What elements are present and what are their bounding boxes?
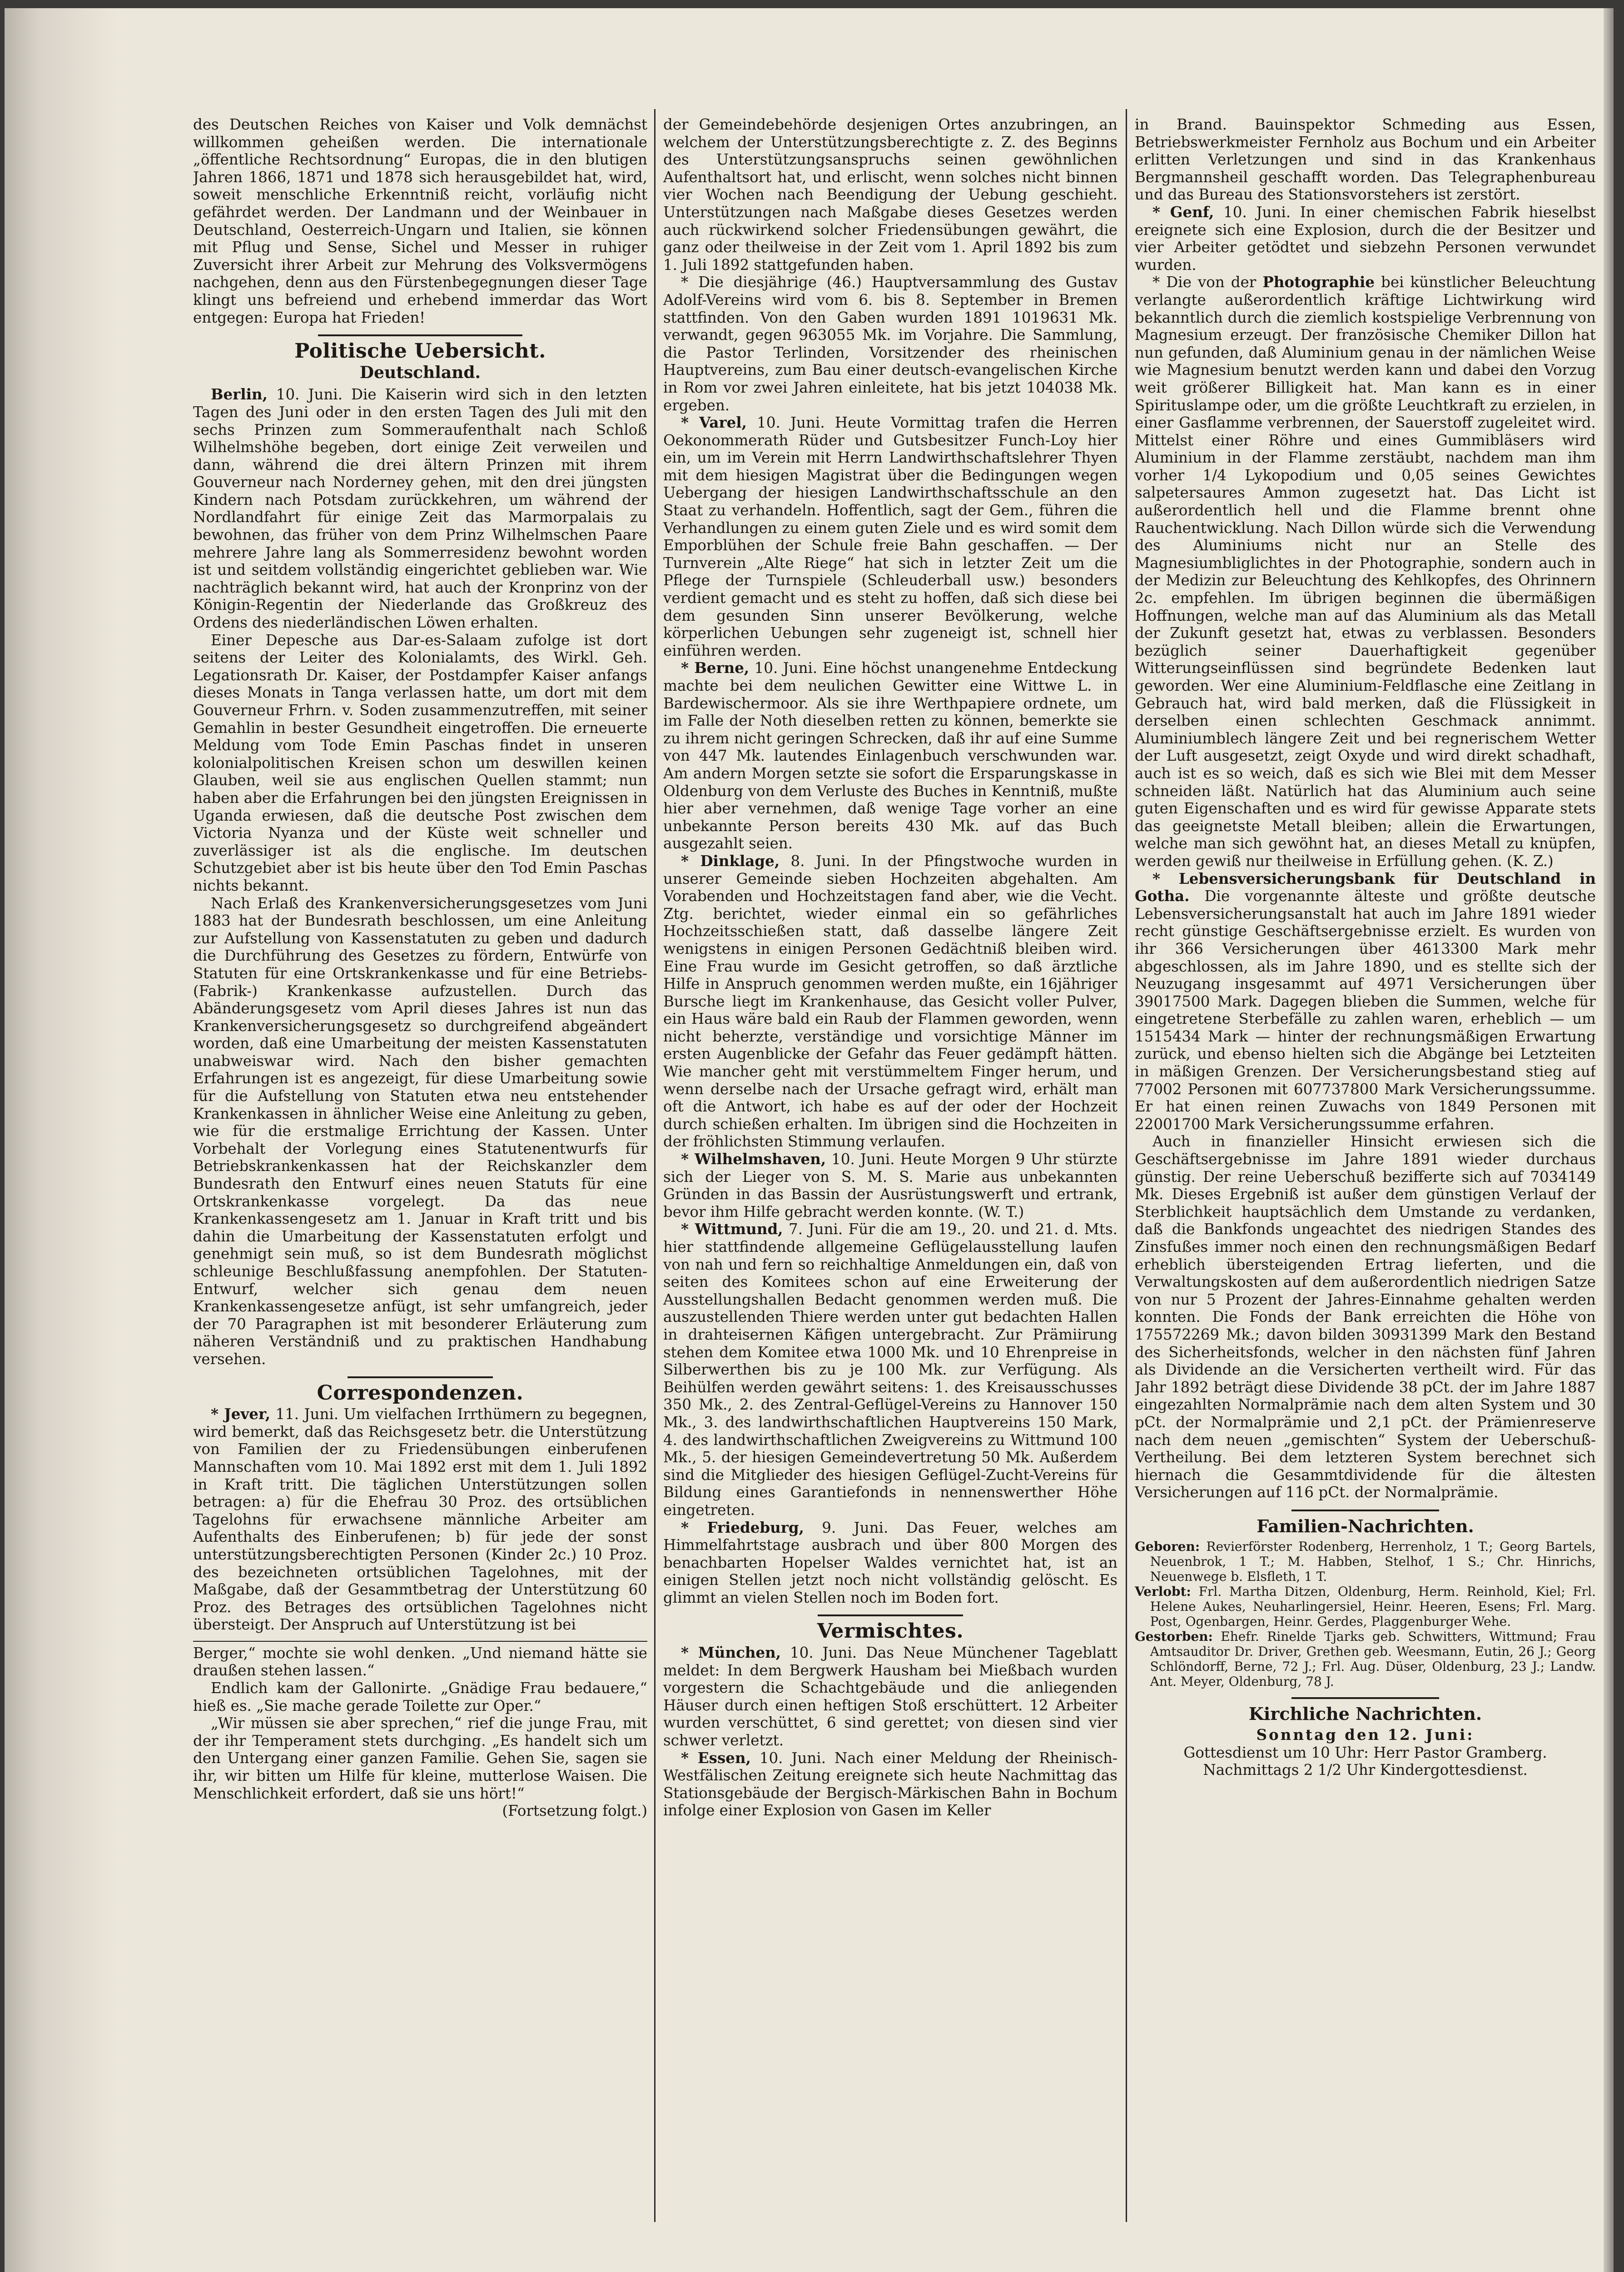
- page-edge: [1604, 8, 1614, 2272]
- family-engaged-label: Verlobt:: [1135, 1584, 1191, 1599]
- column-2: [663, 116, 1117, 2133]
- family-born-text: Revierförster Rodenberg, Herrenholz, 1 T.; Georg Bartels, Neuenbrok, 1 T.; M. Habben, Stelhof, 1 S.; Chr. Hinrichs, Neuenwege b. Elsfleth, 1 T.: [1150, 1539, 1596, 1584]
- church-service: Gottesdienst um 10 Uhr: Herr Pastor Gramberg.: [1183, 1744, 1547, 1761]
- column-separator: [654, 109, 656, 2222]
- family-engaged-text: Frl. Martha Ditzen, Oldenburg, Herm. Reinhold, Kiel; Frl. Helene Aukes, Neuharlingersiel, Heinr. Heeren, Esens; Frl. Marg. Post, Ogenbargen, Heinr. Gerdes, Plaggenburger Wehe.: [1150, 1584, 1596, 1629]
- church-sunday-label: Sonntag den 12. Juni:: [1256, 1726, 1475, 1744]
- keyword-photographie: Photographie: [1262, 273, 1375, 291]
- feuilleton-paragraph: „Wir müssen sie aber sprechen,“ rief die junge Frau, mit der ihr Temperament stets durchging. „Es handelt sich um den Untergang einer ganzen Familie. Gehen Sie, sagen sie ihr, wir bitten um Hilfe für kleine, mutterlose Waisen. Die Menschlichkeit erfordert, daß sie uns hört!“: [193, 1714, 647, 1802]
- section-heading-correspondence: Correspondenzen.: [317, 1381, 524, 1405]
- section-heading-church: Kirchliche Nachrichten.: [1248, 1703, 1482, 1724]
- article-wittmund: [663, 1221, 1117, 1519]
- dateline-essen: * Essen,: [681, 1749, 751, 1767]
- family-engaged: [1135, 1584, 1596, 1629]
- dateline-genf: * Genf,: [1152, 203, 1214, 221]
- article-text: 8. Juni. In der Pfingstwoche wurden in unserer Gemeinde sieben Hochzeiten abgehalten. Am Vorabenden und Hochzeitstagen fand aber, wie die Vecht. Ztg. berichtet, wieder einmal ein so gefährliches Hochzeitsschießen statt, daß dasselbe längere Zeit wenigstens in einigen Personen Gedächtniß bleiben wird. Eine Frau wurde im Gesicht getroffen, so daß ärztliche Hilfe in Anspruch genommen werden mußte, ein 16jähriger Bursche liegt im Krankenhause, das Gesicht voller Pulver, ein Haus wäre bald ein Raub der Flammen geworden, wenn nicht beherzte, verständige und vorsichtige Männer im ersten Augenblicke der Gefahr das Feuer gedämpft hätten. Wie mancher geht mit verstümmeltem Finger herum, und wenn derselbe nach der Ursache gefragt wird, erhält man oft die Antwort, ich habe es auf der oder der Hochzeit durch schießen erhalten. Im übrigen sind die Hochzeiten in der fröhlichsten Stimmung verlaufen.: [663, 852, 1117, 1151]
- dateline-friedeburg: * Friedeburg,: [681, 1518, 804, 1536]
- subheading-germany: Deutschland.: [359, 363, 481, 382]
- section-heading-misc: Vermischtes.: [817, 1619, 964, 1643]
- church-sunday: [1135, 1726, 1596, 1744]
- article-text: 10. Juni. Nach einer Meldung der Rheinisch-Westfälischen Zeitung ereignete sich heute Nachmittag das Stationsgebäude der Bergisch-Märkischen Bahn in Bochum infolge einer Explosion von Gasen im Keller: [663, 1749, 1117, 1819]
- article-continued: in Brand. Bauinspektor Schmeding aus Essen, Betriebswerkmeister Fernholz aus Bochum und ein Arbeiter erlitten Verletzungen und sind in das Krankenhaus Bergmannsheil geschafft worden. Das Telegraphenbureau und das Bureau des Stationsvorstehers ist zerstört.: [1135, 116, 1596, 204]
- dateline-wittmund: * Wittmund,: [681, 1220, 783, 1238]
- family-born-label: Geboren:: [1135, 1539, 1200, 1554]
- family-died-text: Ehefr. Rinelde Tjarks geb. Schwitters, Wittmund; Frau Amtsauditor Dr. Driver, Grethen geb. Weesmann, Eutin, 26 J.; Georg Schlöndorff, Berne, 72 J.; Frl. Aug. Düser, Oldenburg, 23 J.; Landw. Ant. Meyer, Oldenburg, 78 J.: [1150, 1629, 1596, 1689]
- family-died: [1135, 1629, 1596, 1689]
- article-intro: * Die von der: [1152, 274, 1256, 291]
- column-1: [193, 116, 647, 2206]
- article-text: 10. Juni. Die Kaiserin wird sich in den letzten Tagen des Juni oder in den ersten Tagen des Juli mit den sechs Prinzen zum Sommeraufenthalt nach Schloß Wilhelmshöhe begeben, dort einige Zeit verweilen und dann, während die drei ältern Prinzen mit ihrem Gouverneur nach Norderney gehen, mit den drei jüngsten Kindern nach Potsdam zurückkehren, um während der Nordlandfahrt für einige Zeit das Marmorpalais zu bewohnen, das früher von dem Prinz Wilhelmschen Paare mehrere Jahre lang als Sommerresidenz bewohnt worden ist und seitdem vollständig eingerichtet geblieben war. Wie nachträglich bekannt wird, hat auch der Kronprinz von der Königin-Regentin der Niederlande das Großkreuz des Ordens des niederländischen Löwen erhalten.: [193, 386, 647, 632]
- section-rule: [318, 334, 522, 336]
- section-rule: [348, 1376, 493, 1378]
- family-born: [1135, 1539, 1596, 1584]
- dateline-varel: * Varel,: [681, 414, 747, 432]
- dateline-jever: * Jever,: [211, 1405, 271, 1423]
- article-text: bei künstlicher Beleuchtung verlangte außerordentlich kräftige Lichtwirkung wird bekanntlich durch die ziemlich kostspielige Verbrennung von Magnesium erzeugt. Der französische Chemiker Dillon hat nun gefunden, daß Aluminium genau in der nämlichen Weise wie Magnesium benutzt werden kann und dabei den Vorzug weit größerer Billigkeit hat. Man kann es in einer Spirituslampe oder, um die größte Leuchtkraft zu erzielen, in einer Gasflamme verbrennen, der Sauerstoff zugeleitet wird. Mittelst einer Röhre und eines Gummibläsers wird Aluminium in der Flamme zerstäubt, nachdem man ihm vorher 1/4 Lykopodium und 0,05 seines Gewichtes salpetersaures Ammon zugesetzt hat. Das Licht ist außerordentlich hell und die Flamme brennt ohne Rauchentwicklung. Nach Dillon würde sich die Verwendung des Aluminiums nicht nur an Stelle des Magnesiumbliglichtes in der Photographie, sondern auch in der Medizin zur Beleuchtung des Kehlkopfes, des Ohrinnern 2c. empfehlen. Im übrigen beginnen die übermäßigen Hoffnungen, welche man auf das Aluminium als das Metall der Zukunft gesetzt hat, etwas zu verblassen. Besonders bezüglich seiner Dauerhaftigkeit gegenüber Witterungseinflüssen sind begründete Bedenken laut geworden. Wer eine Aluminium-Feldflasche eine Zeitlang in Gebrauch hat, wird bald merken, daß die Flüssigkeit in derselben einen schlechten Geschmack annimmt. Aluminiumblech längere Zeit und bei regnerischem Wetter der Luft ausgesetzt, zeigt Oxyde und wird direkt schadhaft, auch ist es so weich, daß es sich wie Blei mit dem Messer schneiden läßt. Natürlich hat das Aluminium auch seine guten Eigenschaften und es wird für gewisse Apparate stets das geeignetste Metall bleiben; allein die Erwartungen, welche man sich gewöhnt hat, an dieses Metall zu knüpfen, werden gewiß nur theilweise in Erfüllung gehen. (K. Z.): [1135, 274, 1596, 870]
- article-text: 10. Juni. Das Neue Münchener Tageblatt meldet: In dem Bergwerk Hausham bei Mießbach wurden vorgestern die Schachtgebäude und die anliegenden Häuser durch einen heftigen Stoß erschüttert. 12 Arbeiter wurden verschüttet, 6 sind gerettet; von diesen sind vier schwer verletzt.: [663, 1644, 1117, 1749]
- article-essen: [663, 1749, 1117, 1819]
- dateline-berlin: Berlin,: [211, 385, 268, 404]
- section-rule: [1291, 1697, 1439, 1699]
- article-lebensversicherung: [1135, 870, 1596, 1133]
- church-afternoon: Nachmittags 2 1/2 Uhr Kindergottesdienst.: [1203, 1761, 1528, 1779]
- article-text: 11. Juni. Um vielfachen Irrthümern zu begegnen, wird bemerkt, daß das Reichsgesetz betr. die Unterstützung von Familien der zu Friedensübungen einberufenen Mannschaften vom 10. Mai 1892 erst mit dem 1. Juli 1892 in Kraft tritt. Die täglichen Unterstützungen sollen betragen: a) für die Ehefrau 30 Proz. des ortsüblichen Tagelohns für erwachsene männliche Arbeiter am Aufenthalts des Einberufenen; b) für jede der sonst unterstützungsberechtigten Personen (Kinder 2c.) 10 Proz. des bezeichneten ortsüblichen Tagelohnes, mit der Maßgabe, daß der Gesammtbetrag der Unterstützung 60 Proz. des Betrages des ortsüblichen Tagelohnes nicht übersteigt. Der Anspruch auf Unterstützung ist bei: [193, 1405, 647, 1634]
- article-text: 10. Juni. Eine höchst unangenehme Entdeckung machte bei dem neulichen Gewitter eine Wittwe L. in Bardewischermoor. Als sie ihre Werthpapiere ordnete, um im Falle der Noth dieselben retten zu können, bemerkte sie zu ihrem nicht geringen Schrecken, daß ihr auf eine Summe von 447 Mk. lautendes Einlagenbuch verschwunden war. Am andern Morgen setzte sie sofort die Ersparungskasse in Oldenburg von dem Verluste des Buches in Kenntniß, mußte hier aber vernehmen, daß wenige Tage vorher an eine unbekannte Person bereits 430 Mk. auf das Buch ausgezahlt seien.: [663, 659, 1117, 852]
- article-text: 9. Juni. Das Feuer, welches am Himmelfahrtstage ausbrach und über 800 Morgen des benachbarten Hopelser Waldes vernichtet hat, ist an einigen Stellen jetzt noch nicht vollständig gelöscht. Es glimmt an vielen Stellen noch im Boden fort.: [663, 1519, 1117, 1606]
- article-genf: [1135, 204, 1596, 274]
- article-text: 10. Juni. Heute Morgen 9 Uhr stürzte sich der Lieger von S. M. S. Marie aus unbekannten Gründen in das Bassin der Ausrüstungswerft und ertrank, bevor ihm Hilfe gebracht werden konnte. (W. T.): [663, 1151, 1117, 1221]
- article-jever: [193, 1405, 647, 1634]
- article-wilhelmshaven: [663, 1151, 1117, 1221]
- article-varel: [663, 414, 1117, 659]
- article-berlin: [193, 386, 647, 631]
- feuilleton-paragraph: Endlich kam der Gallonirte. „Gnädige Frau bedauere,“ hieß es. „Sie mache gerade Toilette zur Oper.“: [193, 1679, 647, 1714]
- section-heading-family: Familien-Nachrichten.: [1256, 1515, 1474, 1536]
- article-text: 10. Juni. Heute Vormittag trafen die Herren Oekonommerath Rüder und Gutsbesitzer Funch-Loy hier ein, um im Verein mit Herrn Landwirthschaftslehrer Thyen mit dem hiesigen Magistrat über die Bedingungen wegen Uebergang der hiesigen Landwirthschaftsschule an den Staat zu verhandeln. Hoffentlich, sagt der Gem., führen die Verhandlungen zu einem guten Ziele und es wird somit dem Emporblühen der Schule freie Bahn geschaffen. — Der Turnverein „Alte Riege“ hat sich in letzter Zeit um die Pflege der Turnspiele (Schleuderball usw.) besonders verdient gemacht und es steht zu hoffen, daß sich diese bei dem gesunden Sinn unserer Bevölkerung, welche körperlichen Uebungen sehr zugeneigt ist, schnell hier einführen werden.: [663, 414, 1117, 659]
- column-separator: [1126, 109, 1127, 2222]
- article-friedeburg: [663, 1519, 1117, 1607]
- binding-shadow: [5, 8, 118, 2272]
- article-text: Die vorgenannte älteste und größte deutsche Lebensversicherungsanstalt hat auch im Jahre 1891 wieder recht günstige Geschäftsergebnisse erzielt. Es wurden von ihr 366 Versicherungen über 4613300 Mark mehr abgeschlossen, als im Jahre 1890, und es stellte sich der Neuzugang insgesammt auf 4971 Versicherungen über 39017500 Mark. Dagegen blieben die Summen, welche für eingetretene Sterbefälle zu zahlen waren, erheblich — um 1515434 Mark — hinter der rechnungsmäßigen Erwartung zurück, und ebenso hielten sich die Abgänge bei Letzteiten in mäßigen Grenzen. Der Versicherungsbestand stieg auf 77002 Personen mit 607737800 Mark Versicherungssumme. Er hat einen reinen Zuwachs von 1849 Personen mit 22001700 Mark Versicherungssumme erfahren.: [1135, 887, 1596, 1133]
- article-depesche: Einer Depesche aus Dar-es-Salaam zufolge ist dort seitens der Leiter des Kolonialamts, des Wirkl. Geh. Legationsrath Dr. Kaiser, der Postdampfer Kaiser anfangs dieses Monats in Tanga verlassen hatte, um dort mit dem Gouverneur Frhrn. v. Soden zusammenzutreffen, mit seiner Gemahlin in bester Gesundheit eingetroffen. Die erneuerte Meldung vom Tode Emin Paschas findet in unseren kolonialpolitischen Kreisen schon um deswillen keinen Glauben, weil sie aus englischen Quellen stammt; nun haben aber die Erfahrungen bei den jüngsten Ereignissen in Uganda erwiesen, daß die deutsche Post zwischen dem Victoria Nyanza und der Küste weit schneller und zuverlässiger ist als die englische. Im deutschen Schutzgebiet aber ist bis heute über den Tod Emin Paschas nichts bekannt.: [193, 631, 647, 894]
- section-rule: [1291, 1510, 1439, 1511]
- feuilleton-continued: (Fortsetzung folgt.): [502, 1802, 647, 1820]
- article-photographie: [1135, 274, 1596, 870]
- dateline-dinklage: * Dinklage,: [681, 852, 780, 870]
- article-text: 10. Juni. In einer chemischen Fabrik hieselbst ereignete sich eine Explosion, durch die der Besitzer und vier Arbeiter getödtet und siebzehn Personen verwundet wurden.: [1135, 203, 1596, 274]
- dateline-muenchen: * München,: [681, 1644, 781, 1662]
- article-krankenversicherung: Nach Erlaß des Krankenversicherungsgesetzes vom Juni 1883 hat der Bundesrath beschlossen, um eine Anleitung zur Aufstellung von Kassenstatuten zu geben und dadurch die Durchführung des Gesetzes zu fördern, Entwürfe von Statuten für eine Ortskrankenkasse und für eine Betriebs- (Fabrik-) Krankenkasse aufzustellen. Durch das Abänderungsgesetz vom April dieses Jahres ist nun das Krankenversicherungsgesetz so durchgreifend abgeändert worden, daß eine Umarbeitung der meisten Kassenstatuten unabweiswar wird. Nach den bisher gemachten Erfahrungen ist es angezeigt, für diese Umarbeitung sowie für die Aufstellung von Statuten etwa neu entstehender Krankenkassen in ähnlicher Weise eine Anleitung zu geben, wie für die erstmalige Errichtung der Kassen. Unter Vorbehalt der Vorlegung eines Statutenentwurfs für Betriebskrankenkassen hat der Reichskanzler dem Bundesrath den Entwurf eines neuen Statuts für eine Ortskrankenkasse vorgelegt. Da das neue Krankenkassengesetz am 1. Januar in Kraft tritt und bis dahin die Umarbeitung der Kassenstatuten erfolgt und genehmigt sein muß, so ist dem Bundesrath möglichst schleunige Beschlußfassung anempfohlen. Der Statuten-Entwurf, welcher sich genau dem neuen Krankenkassengesetze anfügt, ist sehr umfangreich, jeder der 70 Paragraphen ist mit besonderer Erläuterung zum näheren Verständniß und zu praktischen Handhabung versehen.: [193, 894, 647, 1368]
- family-died-label: Gestorben:: [1135, 1629, 1213, 1644]
- dateline-lebensversicherung: * Lebensversicherungsbank für Deutschland in Gotha.: [1135, 869, 1596, 905]
- article-text: 7. Juni. Für die am 19., 20. und 21. d. Mts. hier stattfindende allgemeine Geflügelausstellung laufen von nah und fern so reichhaltige Anmeldungen ein, daß von seiten des Komitees schon auf eine Erweiterung der Ausstellungshallen Bedacht genommen werden muß. Die auszustellenden Thiere werden unter gut bedachten Hallen in drahteisernen Käfigen untergebracht. Zur Prämiirung stehen dem Komitee etwa 1000 Mk. und 10 Ehrenpreise in Silberwerthen bis zu je 100 Mk. zur Verfügung. Als Beihülfen werden gewährt seitens: 1. des Kreisausschusses 350 Mk., 2. des Zentral-Geflügel-Vereins zu Hannover 150 Mk., 3. des landwirthschaftlichen Hauptvereins 150 Mark, 4. des landwirthschaftlichen Zweigvereins zu Wittmund 100 Mk., 5. der hiesigen Gemeindevertretung 50 Mk. Außerdem sind die Mitglieder des hiesigen Geflügel-Zucht-Vereins für Bildung eines Garantiefonds in nennenswerther Höhe eingetreten.: [663, 1221, 1117, 1519]
- dateline-wilhelmshaven: * Wilhelmshaven,: [681, 1150, 826, 1168]
- section-rule: [818, 1614, 963, 1616]
- feuilleton-rule: [193, 1641, 647, 1642]
- article-muenchen: [663, 1644, 1117, 1749]
- column-3: [1135, 116, 1596, 2133]
- article-berne: [663, 659, 1117, 852]
- dateline-berne: * Berne,: [681, 659, 750, 677]
- article-lebensversicherung-2: Auch in finanzieller Hinsicht erwiesen sich die Geschäftsergebnisse im Jahre 1891 wieder durchaus günstig. Der reine Ueberschuß bezifferte sich auf 7034149 Mk. Dieses Ergebniß ist außer dem günstigen Verlauf der Sterblichkeit hauptsächlich dem Umstande zu verdanken, daß die Bankfonds ungeachtet des niedrigen Standes des Zinsfußes immer noch einen den rechnungsmäßigen Bedarf erheblich übersteigenden Ertrag lieferten, und die Verwaltungskosten auf dem außerordentlich niedrigen Satze von nur 5 Prozent der Jahres-Einnahme gehalten werden konnten. Die Fonds der Bank erreichten die Höhe von 175572269 Mk.; davon bilden 30931399 Mark den Bestand des Sicherheitsfonds, welcher in den nächsten fünf Jahren als Dividende an die Versicherten vertheilt wird. Für das Jahr 1892 beträgt diese Dividende 38 pCt. der im Jahre 1887 eingezahlten Normalprämie nach dem alten System und 30 pCt. der Normalprämie und 2,1 pCt. der Prämienreserve nach dem neuen „gemischten“ System der Ueberschuß-Vertheilung. Bei dem letzteren System berechnet sich hiernach die Gesammtdividende für die ältesten Versicherungen auf 116 pCt. der Normalprämie.: [1135, 1133, 1596, 1501]
- family-notices: [1135, 1539, 1596, 1689]
- article-dinklage: [663, 852, 1117, 1151]
- article-continued: der Gemeindebehörde desjenigen Ortes anzubringen, an welchem der Unterstützungsberechtigte z. Z. des Beginns des Unterstützungsanspruchs seinen gewöhnlichen Aufenthaltsort hat, und erlischt, wenn solches nicht binnen vier Wochen nach Beendigung der Uebung geschieht. Unterstützungen nach Maßgabe dieses Gesetzes werden auch rückwirkend solcher Friedensübungen gewährt, die ganz oder theilweise in der Zeit vom 1. April 1892 bis zum 1. Juli 1892 stattgefunden haben.: [663, 116, 1117, 274]
- article-gustav-adolf: * Die diesjährige (46.) Hauptversammlung des Gustav Adolf-Vereins wird vom 6. bis 8. September in Bremen stattfinden. Von den Gaben wurden 1891 1019631 Mk. verwandt, gegen 963055 Mk. im Vorjahre. Die Sammlung, die Pastor Terlinden, Vorsitzender des rheinischen Hauptvereins, zum Bau einer deutsch-evangelischen Kirche in Rom vor zwei Jahren einleitete, hat bis jetzt 104038 Mk. ergeben.: [663, 274, 1117, 414]
- feuilleton-paragraph: Berger,“ mochte sie wohl denken. „Und niemand hätte sie draußen stehen lassen.“: [193, 1644, 647, 1679]
- intro-paragraph: des Deutschen Reiches von Kaiser und Volk demnächst willkommen geheißen werden. Die internationale „öffentliche Rechtsordnung“ Europas, die in den blutigen Jahren 1866, 1871 und 1878 sich herausgebildet hat, wird, soweit menschliche Erkenntniß reicht, vorläufig nicht gefährdet werden. Der Landmann und der Weinbauer in Deutschland, Oesterreich-Ungarn und Italien, sie können mit Pflug und Sense, Sichel und Messer in ruhiger Zuversicht ihrer Arbeit zur Mehrung des Volksvermögens nachgehen, denn aus den Fürstenbegegnungen dieser Tage klingt uns befreiend und erhebend immerdar das Wort entgegen: Europa hat Frieden!: [193, 116, 647, 326]
- section-heading-politics: Politische Uebersicht.: [294, 339, 546, 363]
